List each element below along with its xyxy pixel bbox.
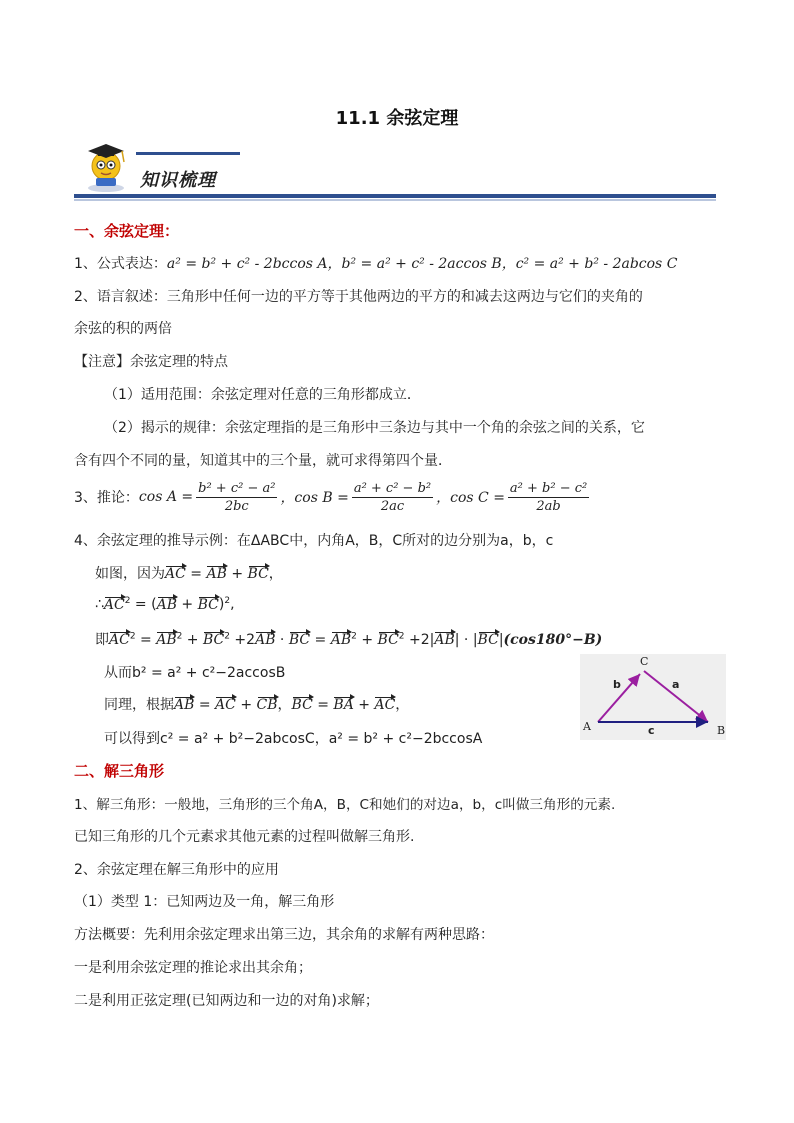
cosB-label: ，cos B = xyxy=(280,490,349,506)
derivation-fig-prefix: 如图，因为 xyxy=(95,566,165,582)
cosA-numerator: b² + c² − a² xyxy=(198,480,276,496)
cosC-fraction xyxy=(508,481,589,514)
corollary-formulas xyxy=(74,475,589,519)
application-heading: 2、余弦定理在解三角形中的应用 xyxy=(74,862,279,878)
section-heading-solving-triangles: 二、解三角形 xyxy=(74,762,165,780)
vector-symbol: BC xyxy=(197,596,219,613)
vector-symbol: AB xyxy=(174,697,195,713)
corollary-prefix: 3、推论： xyxy=(74,490,139,506)
therefore-symbol: ∴ xyxy=(95,596,104,613)
cosC-denominator: 2ab xyxy=(536,498,561,514)
banner-label: 知识梳理 xyxy=(140,170,216,191)
cosA-label: cos A = xyxy=(138,489,194,505)
derivation-vector-sum: 如图，因为AC = AB + BC， xyxy=(95,566,283,582)
derivation-intro: 4、余弦定理的推导示例：在ΔABC中，内角A，B，C所对的边分别为a，b，c xyxy=(74,533,554,549)
cosB-denominator: 2ac xyxy=(380,498,405,514)
vertex-C: C xyxy=(640,655,649,668)
page-title: 11.1 余弦定理 xyxy=(335,108,459,129)
vector-symbol: AC xyxy=(215,697,236,713)
vector-symbol: AC xyxy=(109,632,130,648)
vector-symbol: AB xyxy=(434,632,455,648)
method-way2: 二是利用正弦定理(已知两边和一边的对角)求解； xyxy=(74,993,379,1009)
verbal-statement-line1: 2、语言叙述：三角形中任何一边的平方等于其他两边的平方的和减去这两边与它们的夹角的 xyxy=(74,289,643,305)
vector-symbol: AC xyxy=(374,697,396,713)
derivation-fig-rest: ， xyxy=(268,566,283,582)
vector-symbol: BC xyxy=(288,632,311,648)
type1-heading: （1）类型 1：已知两边及一角，解三角形 xyxy=(74,894,335,910)
derivation-expand: 即$AC^2 = AB^2 + BC^2 +2AB$ · BC = $AB^2 + BC^2 +2|AB| \cdot |BC|(\cos 180^\circ-B)$ xyxy=(95,631,603,648)
note-heading: 【注意】余弦定理的特点 xyxy=(74,354,228,370)
cosA-fraction xyxy=(196,481,277,514)
vertex-B: B xyxy=(717,724,726,737)
derivation-similarly: 同理，根据AB = AC + CB，BC = BA + AC， xyxy=(104,697,410,713)
vector-symbol: BC xyxy=(291,697,313,713)
cosB-fraction xyxy=(352,481,433,514)
derivation-result-b: 从而b² = a² + c²−2accosB xyxy=(104,665,286,681)
vector-symbol: BC xyxy=(377,632,399,648)
vector-symbol: BA xyxy=(333,697,354,713)
side-c-label: c xyxy=(648,724,655,737)
vector-symbol: AB xyxy=(156,596,177,613)
cosB-numerator: a² + c² − b² xyxy=(353,480,432,496)
solve-definition-line2: 已知三角形的几个元素求其他元素的过程叫做解三角形. xyxy=(74,829,415,845)
side-a-label: a xyxy=(672,678,680,691)
method-overview: 方法概要：先利用余弦定理求出第三边，其余角的求解有两种思路： xyxy=(74,927,494,943)
derivation-square: $\therefore AC^2 = (AB + BC)^2$, xyxy=(95,596,235,613)
scholar-mascot-icon xyxy=(88,144,124,192)
derivation-ji: 即 xyxy=(95,632,109,648)
similarly-prefix: 同理，根据 xyxy=(104,697,174,713)
vector-symbol: AC xyxy=(103,596,125,613)
note-rule-line2: 含有四个不同的量，知道其中的三个量，就可求得第四个量． xyxy=(74,453,452,469)
formula-prefix: 1、公式表达： xyxy=(74,256,167,272)
vector-symbol: CB xyxy=(256,697,278,713)
solve-definition-line1: 1、解三角形：一般地，三角形的三个角A，B，C和她们的对边a，b，c叫做三角形的元素. xyxy=(74,797,616,813)
vec-AC: AC xyxy=(165,566,186,582)
side-b-label: b xyxy=(613,678,621,691)
triangle-figure xyxy=(580,654,726,740)
method-way1: 一是利用余弦定理的推论求出其余角； xyxy=(74,960,312,976)
note-applicability: （1）适用范围：余弦定理对任意的三角形都成立． xyxy=(104,387,421,403)
vector-symbol: BC xyxy=(202,632,225,648)
formula-expression xyxy=(74,253,677,273)
vector-symbol: AB xyxy=(255,632,276,648)
cos-term: (cos180°−B) xyxy=(503,632,603,648)
formula-text: a² = b² + c² - 2bccos A，b² = a² + c² - 2accos B，c² = a² + b² - 2abcos C xyxy=(166,256,678,272)
cosA-denominator: 2bc xyxy=(224,498,249,514)
vector-symbol: BC xyxy=(477,632,499,648)
verbal-statement-line2: 余弦的积的两倍 xyxy=(74,321,172,337)
vector-symbol: AB xyxy=(330,632,352,648)
vertex-A: A xyxy=(583,720,591,733)
vector-symbol: AB xyxy=(156,632,177,648)
cosC-numerator: a² + b² − c² xyxy=(509,480,588,496)
derivation-result-ca: 可以得到c² = a² + b²−2abcosC，a² = b² + c²−2bccosA xyxy=(104,731,483,747)
cosC-label: ，cos C = xyxy=(436,490,505,506)
vec-AB: AB xyxy=(206,566,227,582)
vec-BC: BC xyxy=(247,566,269,582)
section-heading-cosine-law: 一、余弦定理： xyxy=(74,222,180,240)
note-rule-line1: （2）揭示的规律：余弦定理指的是三角形中三条边与其中一个角的余弦之间的关系，它 xyxy=(104,420,645,436)
